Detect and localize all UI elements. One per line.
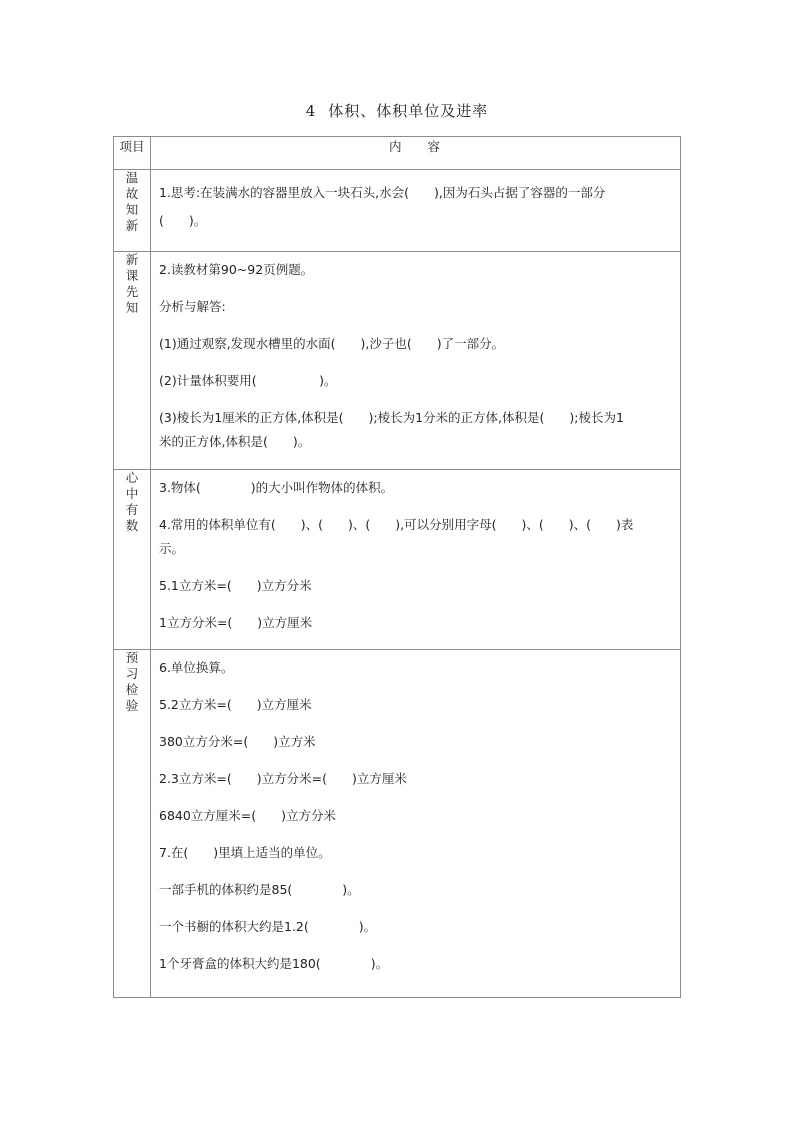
text-line: 1个牙膏盒的体积大约是180( )。 [159,956,389,971]
section-label-knowledge: 心中有数 [114,470,151,650]
text-line: 5.1立方米=( )立方分米 [159,578,312,593]
text-line: 一部手机的体积约是85( )。 [159,882,360,897]
header-content-a: 内 [388,139,404,154]
page-title [0,100,794,121]
title-number: 4 [305,102,317,120]
text-line: 1立方分米=( )立方厘米 [159,615,313,630]
title-text: 体积、体积单位及进率 [328,102,489,120]
section-row-preview [114,252,681,470]
text-line: 示。 [159,541,185,556]
preview-table [113,136,681,998]
text-line: 380立方分米=( )立方米 [159,734,316,749]
header-content [151,137,681,170]
text-line: 3.物体( )的大小叫作物体的体积。 [159,480,394,495]
section-content-check [151,650,681,998]
text-line: 2.读教材第90~92页例题。 [159,262,314,277]
text-line: 一个书橱的体积大约是1.2( )。 [159,919,377,934]
section-content-knowledge [151,470,681,650]
text-line: 5.2立方米=( )立方厘米 [159,697,312,712]
text-line: 2.3立方米=( )立方分米=( )立方厘米 [159,771,407,786]
text-line: 4.常用的体积单位有( )、( )、( ),可以分别用字母( )、( )、( )表 [159,517,634,532]
header-row [114,137,681,170]
section-row-check [114,650,681,998]
header-content-b: 容 [427,139,443,154]
section-content-review [151,170,681,252]
text-line: ( )。 [159,213,207,228]
text-line: (1)通过观察,发现水槽里的水面( ),沙子也( )了一部分。 [159,336,505,351]
text-line: 分析与解答: [159,299,226,314]
section-row-review [114,170,681,252]
text-line: 米的正方体,体积是( )。 [159,434,311,449]
section-label-preview: 新课先知 [114,252,151,470]
text-line: 7.在( )里填上适当的单位。 [159,845,331,860]
text-line: (3)棱长为1厘米的正方体,体积是( );棱长为1分米的正方体,体积是( );棱长为1 [159,410,624,425]
section-label-review: 温故知新 [114,170,151,252]
section-row-knowledge [114,470,681,650]
text-line: 6.单位换算。 [159,660,234,675]
section-content-preview [151,252,681,470]
text-line: 6840立方厘米=( )立方分米 [159,808,337,823]
text-line: (2)计量体积要用( )。 [159,373,337,388]
section-label-check: 预习检验 [114,650,151,998]
header-item: 项目 [114,137,151,170]
text-line: 1.思考:在装满水的容器里放入一块石头,水会( ),因为石头占据了容器的一部分 [159,185,606,200]
